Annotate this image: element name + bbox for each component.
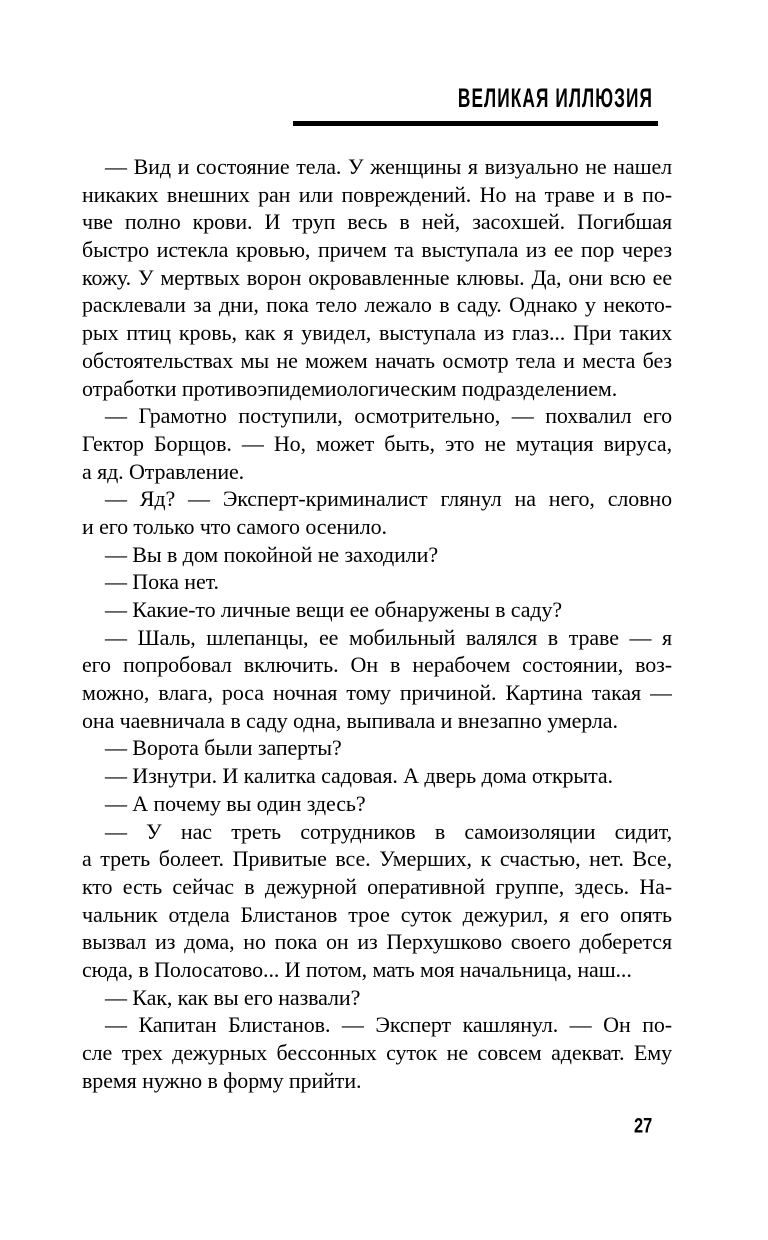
- text-line: а яд. Отравление.: [82, 458, 245, 484]
- text-line: кто есть сейчас в дежурной оперативной группе, здесь. На-: [82, 873, 672, 899]
- text-line: — У нас треть сотрудников в самоизоляции сидит,: [105, 818, 672, 844]
- text-line: — Ворота были заперты?: [105, 735, 342, 761]
- text-line: быстро истекла кровью, причем та выступала из ее пор через: [82, 237, 672, 263]
- header-rule: [293, 121, 658, 126]
- text-line: расклевали за дни, пока тело лежало в саду. Однако у некото-: [82, 292, 672, 318]
- text-line: обстоятельствах мы не можем начать осмотр тела и места без: [82, 347, 672, 373]
- text-line: — Капитан Блистанов. — Эксперт кашлянул. — Он по-: [105, 1012, 672, 1038]
- running-header-title: ВЕЛИКАЯ ИЛЛЮЗИЯ: [457, 83, 653, 114]
- running-header: [382, 83, 653, 114]
- page-number-value: 27: [633, 1114, 652, 1138]
- text-line: чальник отдела Блистанов трое суток дежурил, я его опять: [82, 901, 672, 927]
- text-line: — А почему вы один здесь?: [105, 790, 366, 816]
- text-line: сле трех дежурных бессонных суток не совсем адекват. Ему: [82, 1040, 672, 1065]
- text-line: Гектор Борщов. — Но, может быть, это не мутация вируса,: [82, 430, 672, 456]
- text-line: — Вы в дом покойной не заходили?: [105, 541, 439, 567]
- text-line: вызвал из дома, но пока он из Перхушково своего доберется: [82, 929, 672, 955]
- text-line: сюда, в Полосатово... И потом, мать моя начальница, наш...: [82, 956, 632, 982]
- text-line: его попробовал включить. Он в нерабочем состоянии, воз-: [82, 652, 672, 678]
- text-line: а треть болеет. Привитые все. Умерших, к счастью, нет. Все,: [82, 846, 672, 872]
- text-line: время нужно в форму прийти.: [82, 1067, 362, 1093]
- text-line: отработки противоэпидемиологическим подразделением.: [82, 375, 618, 401]
- text-line: — Вид и состояние тела. У женщины я визуально не нашел: [105, 154, 672, 179]
- text-line: и его только что самого осенило.: [82, 513, 387, 539]
- text-line: — Пока нет.: [105, 569, 219, 595]
- text-line: никаких внешних ран или повреждений. Но на траве и в по-: [82, 181, 672, 207]
- text-line: — Грамотно поступили, осмотрительно, — похвалил его: [105, 403, 672, 429]
- text-line: кожу. У мертвых ворон окровавленные клювы. Да, они всю ее: [82, 264, 672, 290]
- text-line: рых птиц кровь, как я увидел, выступала из глаз... При таких: [82, 320, 672, 346]
- text-line: можно, влага, роса ночная тому причиной. Картина такая —: [82, 680, 672, 706]
- text-line: — Шаль, шлепанцы, ее мобильный валялся в траве — я: [105, 624, 672, 650]
- text-line: она чаевничала в саду одна, выпивала и внезапно умерла.: [82, 707, 618, 733]
- page-text: [82, 153, 672, 1094]
- text-line: — Как, как вы его назвали?: [105, 984, 361, 1010]
- text-line: — Яд? — Эксперт-криминалист глянул на него, словно: [105, 486, 672, 512]
- text-line: — Какие-то личные вещи ее обнаружены в саду?: [105, 597, 563, 622]
- text-line: — Изнутри. И калитка садовая. А дверь дома открыта.: [105, 763, 613, 789]
- page-number: [630, 1116, 652, 1137]
- text-line: чве полно крови. И труп весь в ней, засохшей. Погибшая: [82, 209, 672, 235]
